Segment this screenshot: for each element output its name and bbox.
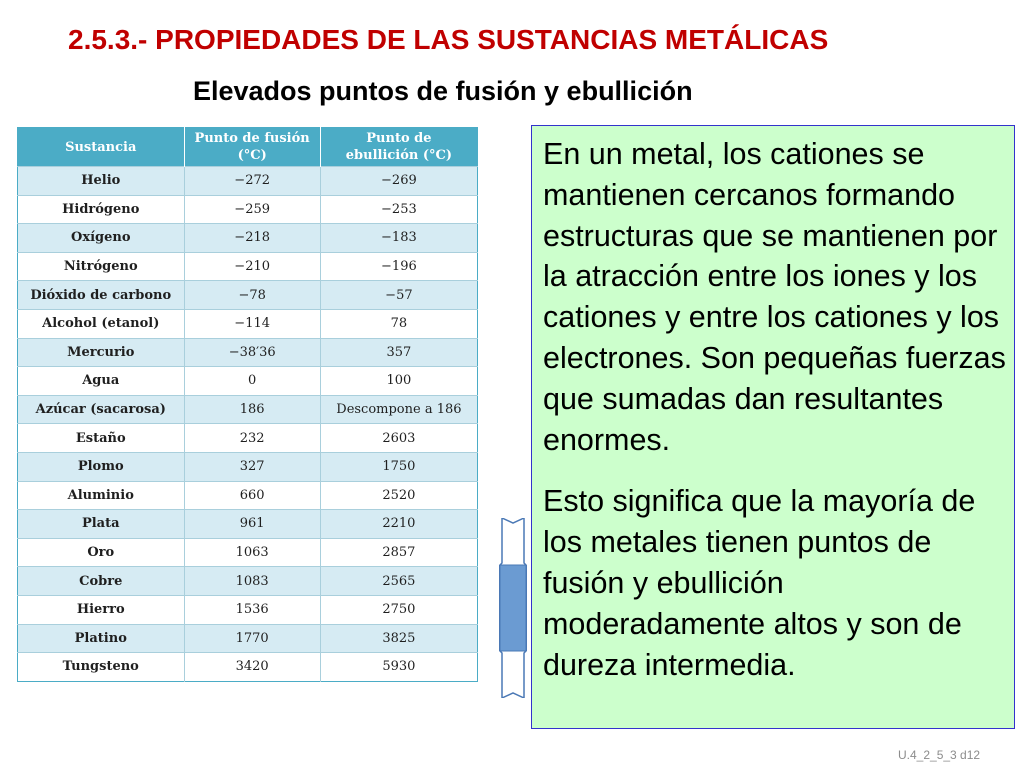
slide-footer-code: U.4_2_5_3 d12 — [898, 748, 981, 762]
melting-boiling-table — [17, 127, 478, 682]
melting-point-cell: 961 — [184, 510, 320, 539]
substance-cell: Hierro — [18, 595, 185, 624]
melting-point-cell: 1536 — [184, 595, 320, 624]
boiling-point-cell: −57 — [320, 281, 477, 310]
melting-point-cell: −210 — [184, 252, 320, 281]
table-row — [18, 653, 478, 682]
substance-cell: Platino — [18, 624, 185, 653]
boiling-point-cell: Descompone a 186 — [320, 395, 477, 424]
table-row — [18, 481, 478, 510]
table-row — [18, 395, 478, 424]
slide-subtitle: Elevados puntos de fusión y ebullición — [193, 76, 693, 106]
table-row — [18, 452, 478, 481]
table-row — [18, 510, 478, 539]
table-row — [18, 167, 478, 196]
slide-title: 2.5.3.- PROPIEDADES DE LAS SUSTANCIAS METÁLICAS — [68, 24, 829, 55]
substance-cell: Azúcar (sacarosa) — [18, 395, 185, 424]
table-row — [18, 252, 478, 281]
melting-point-cell: 1083 — [184, 567, 320, 596]
boiling-point-cell: 2520 — [320, 481, 477, 510]
melting-point-cell: −259 — [184, 195, 320, 224]
boiling-point-cell: −196 — [320, 252, 477, 281]
boiling-point-cell: −183 — [320, 224, 477, 253]
melting-point-cell: 186 — [184, 395, 320, 424]
boiling-point-cell: 5930 — [320, 653, 477, 682]
boiling-point-cell: 3825 — [320, 624, 477, 653]
boiling-point-cell: 1750 — [320, 452, 477, 481]
boiling-point-cell: 2750 — [320, 595, 477, 624]
substance-cell: Mercurio — [18, 338, 185, 367]
substance-cell: Alcohol (etanol) — [18, 309, 185, 338]
melting-point-cell: −38′36 — [184, 338, 320, 367]
substance-cell: Cobre — [18, 567, 185, 596]
boiling-point-cell: 2565 — [320, 567, 477, 596]
table-row — [18, 624, 478, 653]
boiling-point-cell: 78 — [320, 309, 477, 338]
header-melting-point: Punto de fusión (°C) — [184, 128, 320, 167]
melting-point-cell: −78 — [184, 281, 320, 310]
substance-cell: Plomo — [18, 452, 185, 481]
table-row — [18, 424, 478, 453]
melting-point-cell: 3420 — [184, 653, 320, 682]
explanation-box — [531, 125, 1015, 729]
explanation-paragraph-2: Esto significa que la mayoría de los metales tienen puntos de fusión y ebullición moderadamente altos y son de dureza intermedia. — [543, 484, 976, 682]
melting-point-cell: 0 — [184, 367, 320, 396]
table-row — [18, 309, 478, 338]
table-row — [18, 538, 478, 567]
melting-point-cell: −218 — [184, 224, 320, 253]
explanation-paragraph-1: En un metal, los cationes se mantienen cercanos formando estructuras que se mantienen por la atracción entre los iones y los cationes y entre los cationes y los electrones. Son pequeñas fuerzas que sumadas dan resultantes enormes. — [543, 137, 1006, 457]
substance-cell: Aluminio — [18, 481, 185, 510]
melting-point-cell: 660 — [184, 481, 320, 510]
melting-point-cell: −272 — [184, 167, 320, 196]
melting-point-cell: 1770 — [184, 624, 320, 653]
substance-cell: Hidrógeno — [18, 195, 185, 224]
substance-cell: Oro — [18, 538, 185, 567]
substance-cell: Tungsteno — [18, 653, 185, 682]
table-row — [18, 567, 478, 596]
up-down-arrow-icon — [499, 518, 527, 698]
substance-cell: Helio — [18, 167, 185, 196]
boiling-point-cell: 100 — [320, 367, 477, 396]
substance-cell: Estaño — [18, 424, 185, 453]
boiling-point-cell: −269 — [320, 167, 477, 196]
boiling-point-cell: 2210 — [320, 510, 477, 539]
substance-cell: Agua — [18, 367, 185, 396]
header-boiling-point: Punto de ebullición (°C) — [320, 128, 477, 167]
melting-point-cell: −114 — [184, 309, 320, 338]
melting-point-cell: 232 — [184, 424, 320, 453]
boiling-point-cell: 2603 — [320, 424, 477, 453]
melting-point-cell: 327 — [184, 452, 320, 481]
boiling-point-cell: −253 — [320, 195, 477, 224]
table-row — [18, 338, 478, 367]
substance-cell: Nitrógeno — [18, 252, 185, 281]
substance-cell: Oxígeno — [18, 224, 185, 253]
substance-cell: Plata — [18, 510, 185, 539]
table-row — [18, 281, 478, 310]
table-row — [18, 367, 478, 396]
table-row — [18, 195, 478, 224]
substance-cell: Dióxido de carbono — [18, 281, 185, 310]
table-header-row — [18, 128, 478, 167]
boiling-point-cell: 357 — [320, 338, 477, 367]
table-row — [18, 595, 478, 624]
table-body — [18, 167, 478, 682]
header-substance: Sustancia — [18, 128, 185, 167]
boiling-point-cell: 2857 — [320, 538, 477, 567]
table-row — [18, 224, 478, 253]
melting-point-cell: 1063 — [184, 538, 320, 567]
